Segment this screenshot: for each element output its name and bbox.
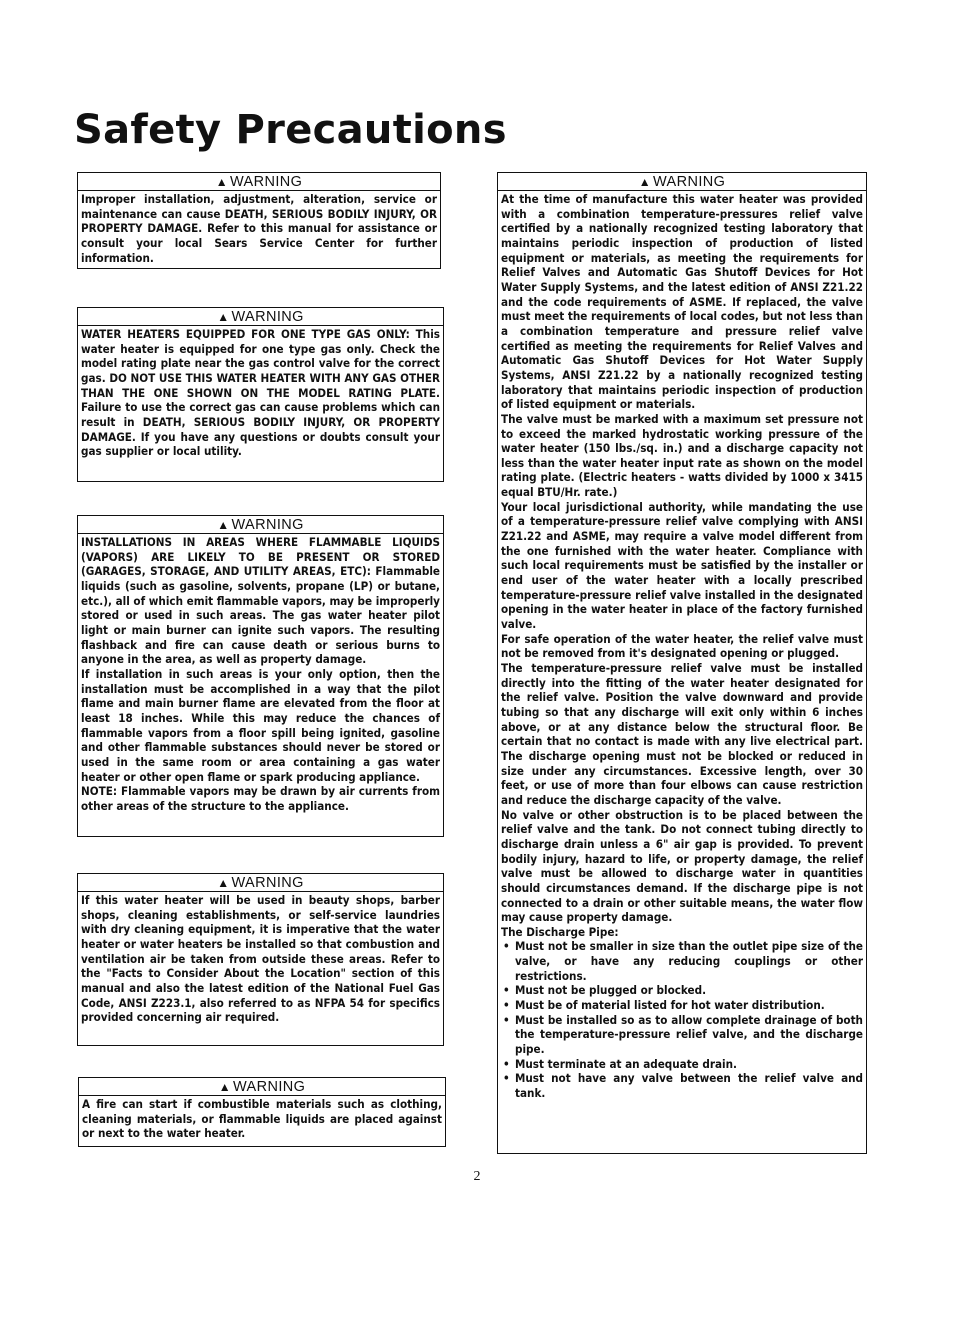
list-item: • Must not have any valve between the relief valve and tank.	[515, 1071, 863, 1100]
warning-header	[78, 173, 440, 191]
warning-header	[79, 1078, 445, 1096]
list-item: • Must be installed so as to allow complete drainage of both the temperature-pressure relief valve, and the discharge pipe.	[515, 1013, 863, 1057]
warning-header	[78, 874, 443, 892]
warning-label: WARNING	[232, 1079, 306, 1095]
warning-text: NOTE: Flammable vapors may be drawn by air currents from other areas of the structure to the appliance.	[81, 784, 440, 813]
list-item: • Must be of material listed for hot water distribution.	[515, 998, 863, 1013]
warning-box-improper-installation	[77, 172, 441, 269]
warning-header	[78, 516, 443, 534]
page-number: 2	[473, 1169, 481, 1184]
warning-label: WARNING	[231, 309, 304, 325]
list-item: • Must not be plugged or blocked.	[515, 983, 863, 998]
discharge-pipe-heading: The Discharge Pipe:	[501, 924, 619, 939]
warning-text: WATER HEATERS EQUIPPED FOR ONE TYPE GAS ONLY: This water heater is equipped for one type gas only. Check the model rating plate near the gas control valve for the correct gas. DO NOT USE THIS WATER HEATER WITH ANY GAS OTHER THAN THE ONE SHOWN ON THE MODEL RATING PLATE. Failure to use the correct gas can cause problems which can result in DEATH, SERIOUS BODILY INJURY, OR PROPERTY DAMAGE. If you have any questions or doubts consult your gas supplier or local utility.	[81, 327, 440, 459]
warning-header	[498, 173, 866, 191]
warning-text: At the time of manufacture this water heater was provided with a combination temperature-pressures relief valve certified by a nationally recognized testing laboratory that maintains periodic inspection of production of listed equipment or materials, as meeting the requirements for Relief Valves and Automatic Gas Shutoff Devices for Hot Water Supply Systems, and the latest edition of ANSI Z21.22 and the code requirements of ASME. If replaced, the valve must meet the requirements of local codes, but not less than a combination temperature and pressure relief valve certified as meeting the requirements for Relief Valves and Automatic Gas Shutoff Devices for Hot Water Supply Systems, ANSI Z21.22 by a nationally recognized testing laboratory that maintains periodic inspection of production of listed equipment or materials.	[501, 192, 863, 412]
warning-text: The temperature-pressure relief valve must be installed directly into the fitting of the water heater designated for the relief valve. Position the valve downward and provide tubing so that any discharge will exit only within 6 inches above, or at any distance below the structural floor. Be certain that no contact is made with any live electrical part. The discharge opening must not be blocked or reduced in size under any circumstances. Excessive length, over 30 feet, or use of more than four elbows can cause restriction and reduce the discharge capacity of the valve.	[501, 661, 863, 807]
warning-triangle-icon: ▲	[217, 310, 230, 324]
warning-text: Your local jurisdictional authority, while mandating the use of a temperature-pressure relief valve complying with ANSI Z21.22 and ASME, may require a valve model different from the one furnished with the water heater. Compliance with such local requirements must be satisfied by the installer or end user of the water heater with a locally prescribed temperature-pressure relief valve installed in the designated opening in the water heater in place of the factory furnished valve.	[501, 499, 863, 632]
warning-label: WARNING	[231, 875, 304, 891]
warning-box-gas-type	[77, 307, 444, 482]
warning-box-relief-valve	[497, 172, 867, 1154]
warning-text: No valve or other obstruction is to be placed between the relief valve and the tank. Do not connect tubing directly to discharge drain unless a 6" air gap is provided. To prevent bodily injury, hazard to life, or property damage, the relief valve must be allowed to discharge water in quantities should circumstances demand. If the discharge pipe is not connected to a drain or other suitable means, the water flow may cause property damage.	[501, 807, 863, 925]
warning-triangle-icon: ▲	[218, 1080, 231, 1094]
discharge-pipe-list	[501, 939, 863, 1100]
list-item: • Must not be smaller in size than the outlet pipe size of the valve, or have any reducing couplings or other restrictions.	[515, 939, 863, 983]
warning-text: INSTALLATIONS IN AREAS WHERE FLAMMABLE LIQUIDS (VAPORS) ARE LIKELY TO BE PRESENT OR STORED (GARAGES, STORAGE, AND UTILITY AREAS, ETC): Flammable liquids (such as gasoline, solvents, propane (LP) or butane, etc.), all of which emit flammable vapors, may be improperly stored or used in such areas. The gas water heater pilot light or main burner can ignite such vapors. The resulting flashback and fire can cause death or serious burns to anyone in the area, as well as property damage.	[81, 535, 440, 667]
warning-text: The valve must be marked with a maximum set pressure not to exceed the marked hydrostatic working pressure of the water heater (150 lbs./sq. in.) and a discharge capacity not less than the water heater input rate as shown on the model rating plate. (Electric heaters - watts divided by 1000 x 3415 equal BTU/Hr. rate.)	[501, 411, 863, 500]
warning-triangle-icon: ▲	[217, 876, 230, 890]
warning-text: A fire can start if combustible materials such as clothing, cleaning materials, or flammable liquids are placed against or next to the water heater.	[82, 1097, 442, 1141]
page-title: Safety Precautions	[74, 107, 507, 153]
warning-box-flammable-vapors	[77, 515, 444, 837]
warning-header	[78, 308, 443, 326]
warning-text: For safe operation of the water heater, the relief valve must not be removed from it's designated opening or plugged.	[501, 631, 863, 661]
warning-box-combustible-materials	[78, 1077, 446, 1147]
warning-label: WARNING	[229, 174, 303, 190]
warning-label: WARNING	[652, 174, 726, 190]
warning-triangle-icon: ▲	[638, 175, 651, 189]
list-item: • Must terminate at an adequate drain.	[515, 1057, 863, 1072]
warning-triangle-icon: ▲	[215, 175, 228, 189]
warning-triangle-icon: ▲	[217, 518, 230, 532]
warning-text: If installation in such areas is your only option, then the installation must be accomplished in a way that the pilot flame and main burner flame are elevated from the floor at least 18 inches. While this may reduce the chances of flammable vapors from a floor spill being ignited, gasoline and other flammable substances should never be stored or used in the same room or area containing a gas water heater or other open flame or spark producing appliance.	[81, 666, 440, 784]
warning-box-beauty-shops	[77, 873, 444, 1046]
warning-label: WARNING	[231, 517, 304, 533]
warning-text: If this water heater will be used in beauty shops, barber shops, cleaning establishments, or self-service laundries with dry cleaning equipment, it is imperative that the water heater or water heaters be installed so that combustion and ventilation air be taken from outside these areas. Refer to the "Facts to Consider About the Location" section of this manual and also the latest edition of the National Fuel Gas Code, ANSI Z223.1, also referred to as NFPA 54 for specifics provided concerning air required.	[81, 893, 440, 1025]
warning-text: Improper installation, adjustment, alteration, service or maintenance can cause DEATH, SERIOUS BODILY INJURY, OR PROPERTY DAMAGE. Refer to this manual for assistance or consult your local Sears Service Center for further information.	[81, 192, 437, 265]
